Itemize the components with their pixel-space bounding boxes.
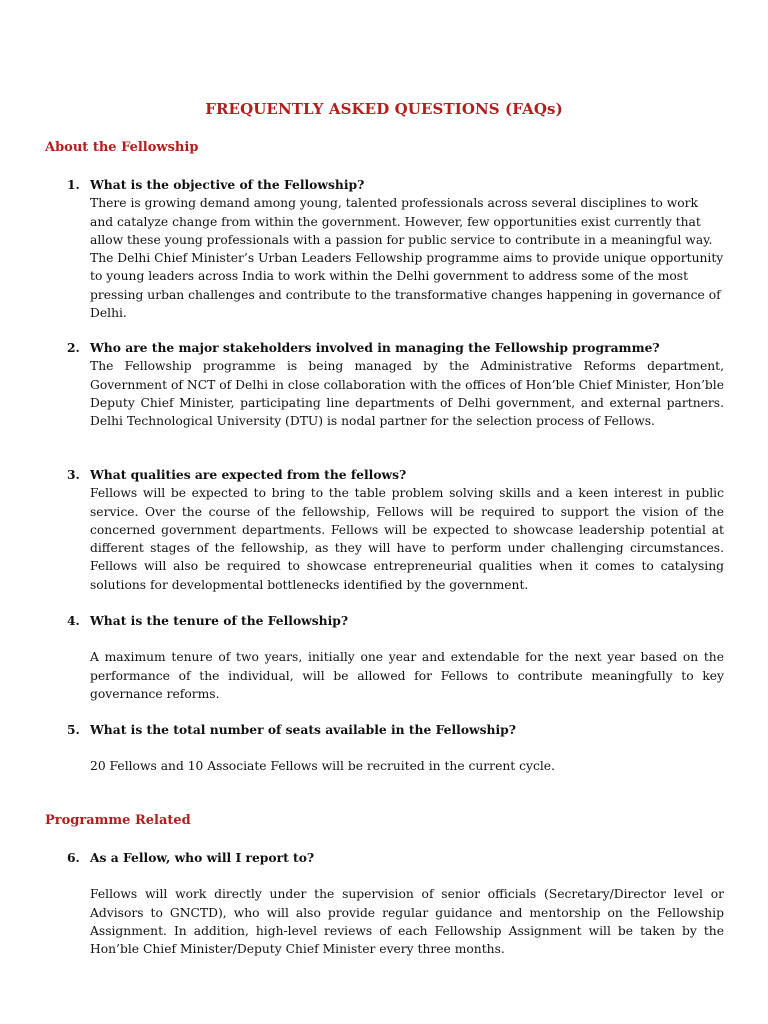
faq-number: 5. — [67, 722, 80, 737]
faq-answer: The Fellowship programme is being managed by the Administrative Reforms department, Government of NCT of Delhi in close collaboration with the offices of Hon’ble Chief Minister, Hon’ble Deputy Chief Minister, participating line departments of Delhi government, and external partners. Delhi Technological University (DTU) is nodal partner for the selection process of Fellows. — [90, 359, 724, 429]
faq-item-5 — [67, 721, 724, 776]
faq-number: 6. — [67, 850, 80, 865]
faq-answer: A maximum tenure of two years, initially one year and extendable for the next year based on the performance of the individual, will be allowed for Fellows to contribute meaningfully to key governance reforms. — [90, 650, 724, 701]
faq-number: 2. — [67, 340, 80, 355]
section-heading-programme: Programme Related — [45, 813, 191, 828]
faq-answer: Fellows will work directly under the supervision of senior officials (Secretary/Director level or Advisors to GNCTD), who will also provide regular guidance and mentorship on the Fellowship Assignment. In addition, high-level reviews of each Fellowship Assignment will be taken by the Hon’ble Chief Minister/Deputy Chief Minister every three months. — [90, 887, 724, 957]
page-title: FREQUENTLY ASKED QUESTIONS (FAQs) — [205, 100, 563, 118]
faq-question: What is the objective of the Fellowship? — [90, 177, 365, 192]
faq-question: What is the tenure of the Fellowship? — [90, 613, 349, 628]
section-heading-about: About the Fellowship — [45, 140, 199, 155]
faq-item-4 — [67, 612, 724, 703]
faq-item-1 — [67, 176, 724, 322]
faq-answer: There is growing demand among young, talented professionals across several disciplines to work and catalyze change from within the government. However, few opportunities exist currently that allow these young professionals with a passion for public service to contribute in a meaningful way. The Delhi Chief Minister’s Urban Leaders Fellowship programme aims to provide unique opportunity to young leaders across India to work within the Delhi government to address some of the most pressing urban challenges and contribute to the transformative changes happening in governance of Delhi. — [90, 196, 724, 321]
faq-item-2 — [67, 339, 724, 430]
faq-answer: Fellows will be expected to bring to the table problem solving skills and a keen interest in public service. Over the course of the fellowship, Fellows will be required to support the vision of the concerned government departments. Fellows will be expected to showcase leadership potential at different stages of the fellowship, as they will have to perform under challenging circumstances. Fellows will also be required to showcase entrepreneurial qualities when it comes to catalysing solutions for developmental bottlenecks identified by the government. — [90, 486, 724, 592]
faq-number: 4. — [67, 613, 80, 628]
faq-item-6 — [67, 849, 724, 958]
faq-number: 1. — [67, 177, 80, 192]
faq-answer: 20 Fellows and 10 Associate Fellows will be recruited in the current cycle. — [90, 759, 555, 774]
faq-item-3 — [67, 466, 724, 594]
faq-number: 3. — [67, 467, 80, 482]
faq-question: What qualities are expected from the fellows? — [90, 467, 407, 482]
faq-question: Who are the major stakeholders involved in managing the Fellowship programme? — [90, 340, 660, 355]
faq-question: As a Fellow, who will I report to? — [90, 850, 315, 865]
faq-question: What is the total number of seats available in the Fellowship? — [90, 722, 516, 737]
